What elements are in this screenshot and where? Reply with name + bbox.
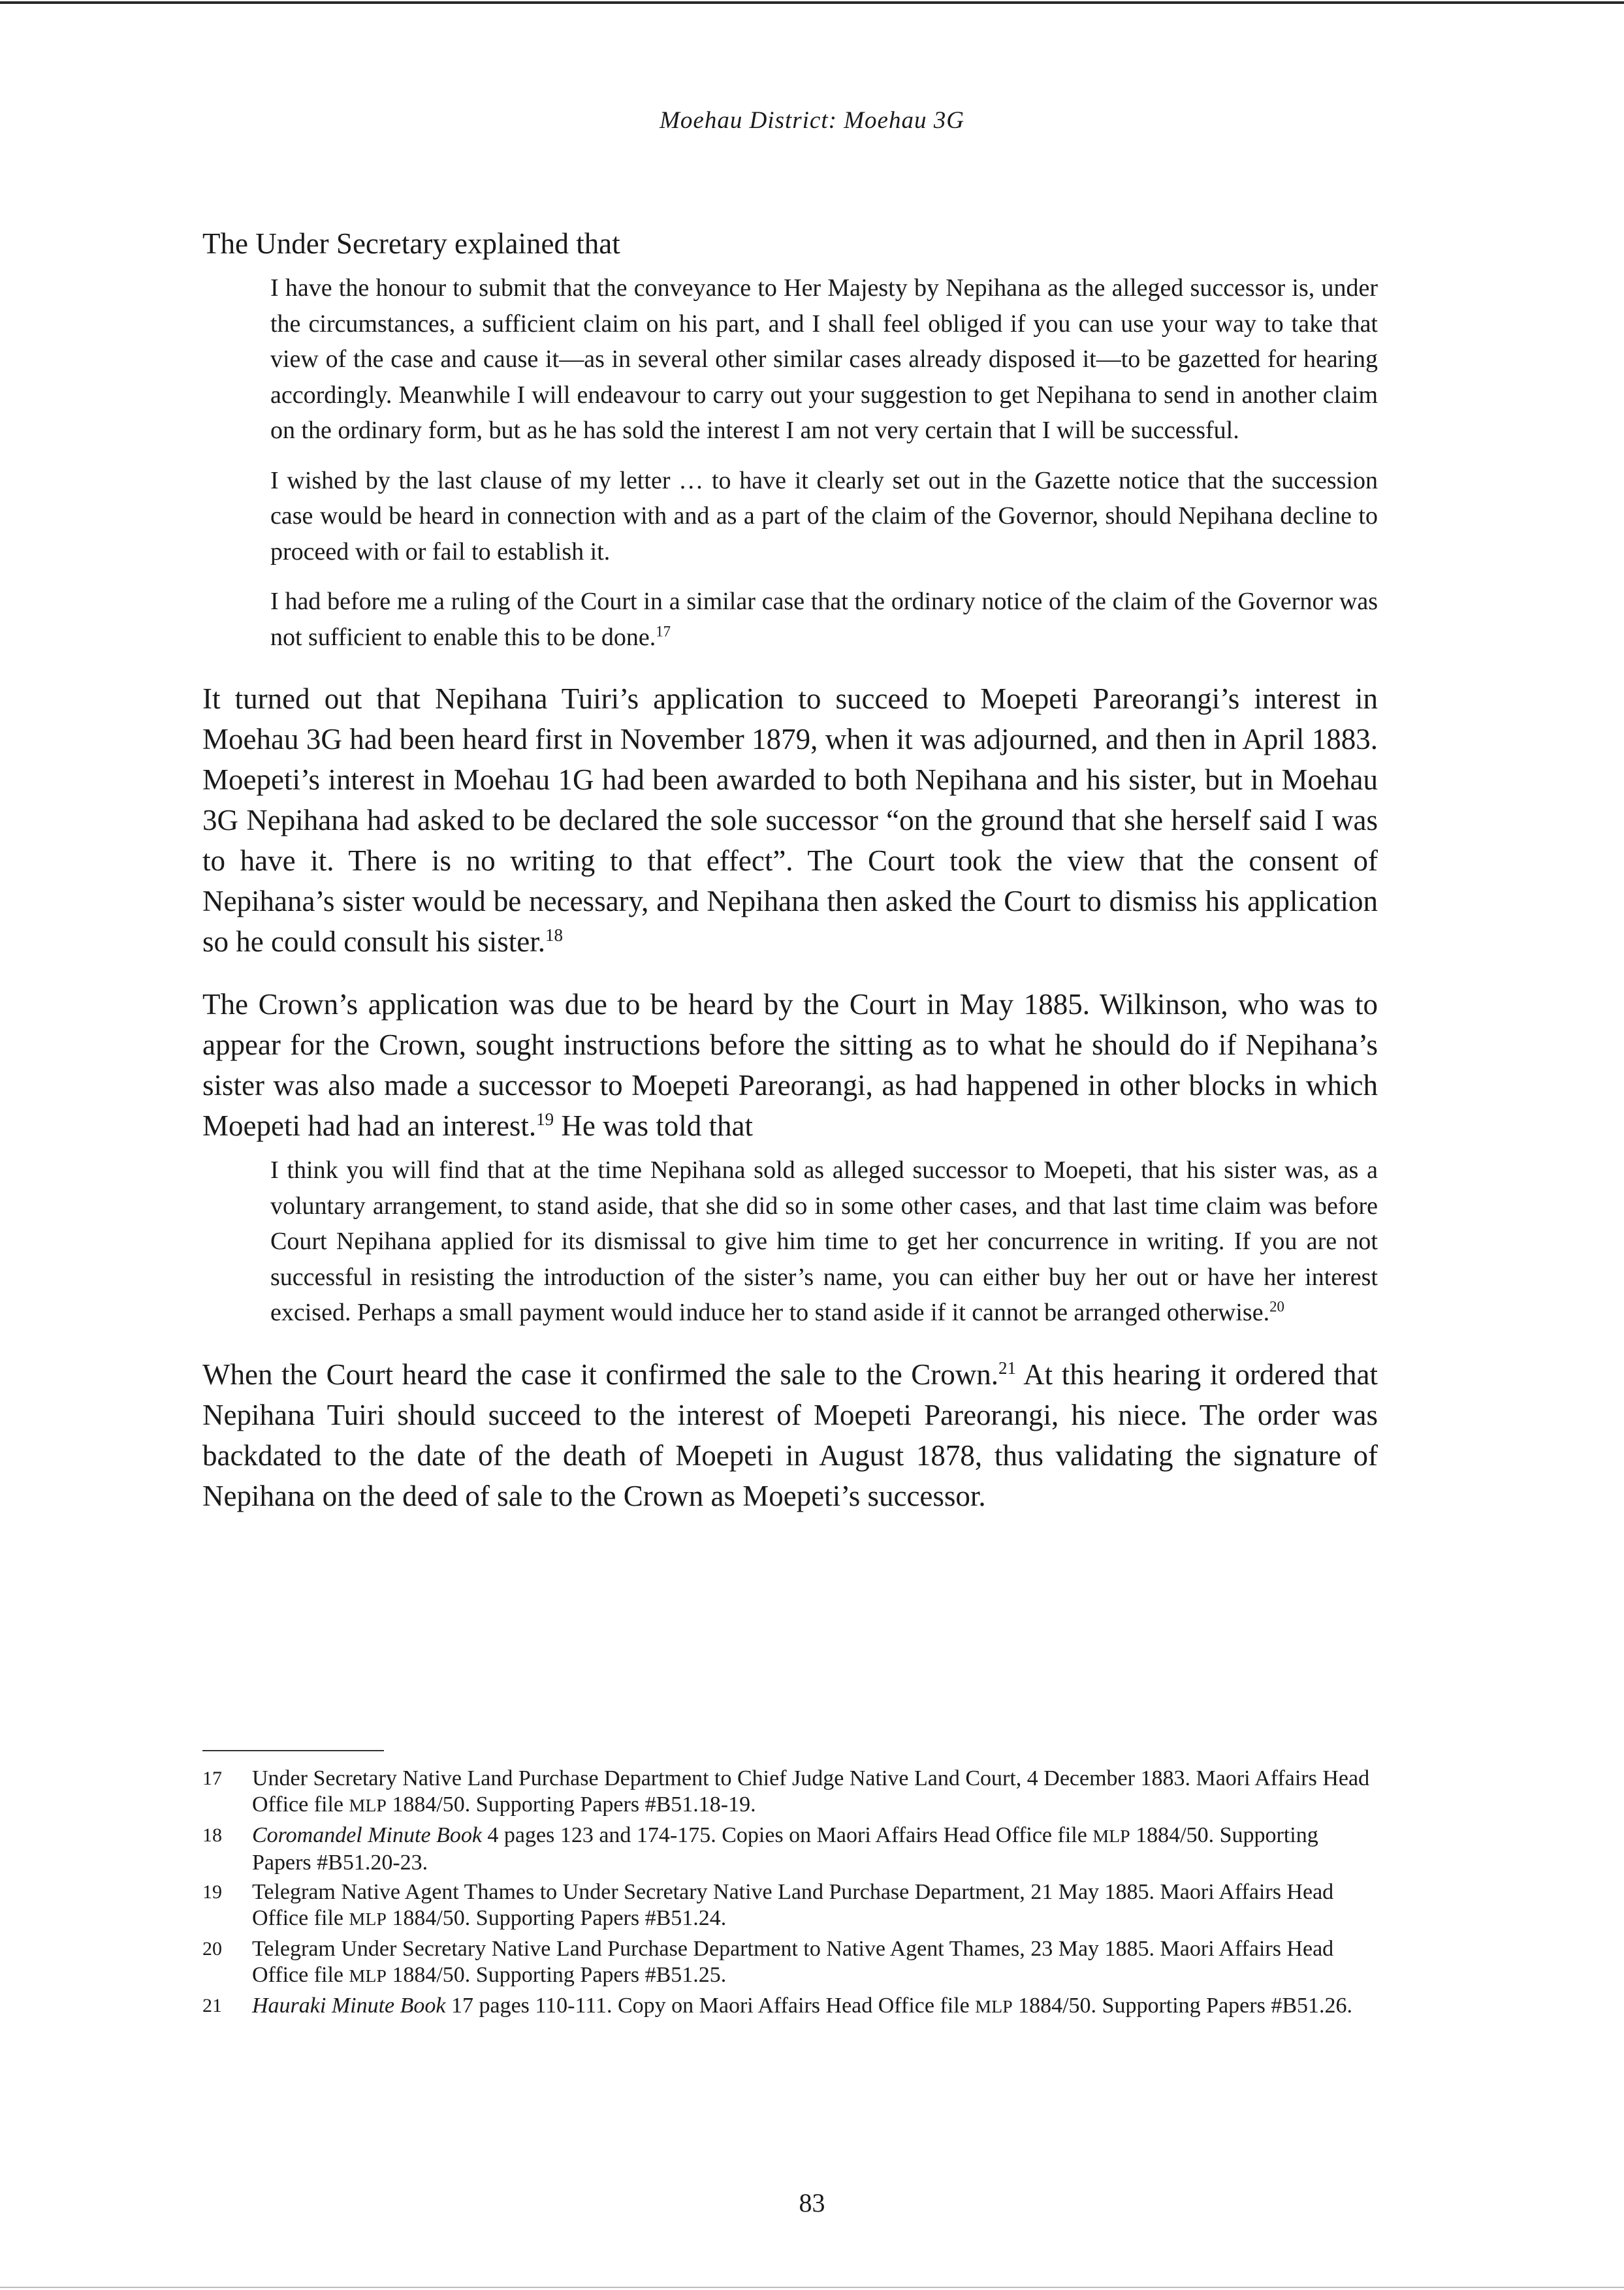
footnote-smallcaps: MLP (1092, 1826, 1130, 1847)
footnote-separator (202, 1750, 384, 1751)
paragraph-2 (202, 984, 1378, 1146)
paragraph-3 (202, 1354, 1378, 1516)
paragraph-1-text: It turned out that Nepihana Tuiri’s application to succeed to Moepeti Pareorangi’s interest in Moehau 3G had been heard first in November 1879, when it was adjourned, and then in April 1883. Moepeti’s interest in Moehau 1G had been awarded to both Nepihana and his sister, but in Moehau 3G Nepihana had asked to be declared the sole successor “on the ground that she herself said I was to have it. There is no writing to that effect”. The Court took the view that the consent of Nepihana’s sister would be necessary, and Nepihana then asked the Court to dismiss his application so he could consult his sister. (202, 682, 1378, 958)
footnote-text (252, 1936, 1378, 1990)
footnote-20 (202, 1936, 1378, 1990)
footnote-post: 1884/50. Supporting Papers #B51.24. (386, 1906, 727, 1930)
footnote-pre: Telegram Native Agent Thames to Under Secretary Native Land Purchase Department, 21 May 1885. Maori Affairs Head Office file (252, 1880, 1334, 1930)
footnotes (202, 1766, 1378, 2024)
running-header: Moehau District: Moehau 3G (660, 107, 964, 134)
quote1-paragraph-3 (270, 584, 1378, 655)
footnote-17 (202, 1766, 1378, 1819)
footnote-smallcaps: MLP (349, 1909, 387, 1930)
quote2-paragraph (270, 1153, 1378, 1331)
footnote-ref-20: 20 (1269, 1298, 1284, 1315)
footnote-ref-17: 17 (656, 622, 671, 639)
quote2-text: I think you will find that at the time Nepihana sold as alleged successor to Moepeti, that his sister was, as a voluntary arrangement, to stand aside, that she did so in some other cases, and that last time claim was before Court Nepihana applied for its dismissal to give him time to get her concurrence in writing. If you are not successful in resisting the introduction of the sister’s name, you can either buy her out or have her interest excised. Perhaps a small payment would induce her to stand aside if it cannot be arranged otherwise. (270, 1156, 1378, 1326)
footnote-smallcaps: MLP (349, 1966, 387, 1986)
footnote-text (252, 1822, 1378, 1876)
footnote-21 (202, 1993, 1378, 2020)
footnote-text (252, 1993, 1378, 2020)
quote1-paragraph-1: I have the honour to submit that the conveyance to Her Majesty by Nepihana as the alleged successor is, under the circumstances, a sufficient claim on his part, and I shall feel obliged if you can use your way to take that view of the case and cause it—as in several other similar cases already disposed it—to be gazetted for hearing accordingly. Meanwhile I will endeavour to carry out your suggestion to get Nepihana to send in another claim on the ordinary form, but as he has sold the interest I am not very certain that I will be successful. (270, 274, 1378, 444)
footnote-ref-18: 18 (545, 925, 563, 945)
footnote-italic: Hauraki Minute Book (252, 1994, 446, 2018)
footnote-text (252, 1879, 1378, 1933)
paragraph-2-text-b: He was told that (554, 1109, 754, 1142)
footnote-number: 17 (202, 1768, 222, 1789)
footnote-number: 18 (202, 1824, 222, 1846)
footnote-smallcaps: MLP (975, 1997, 1013, 2017)
paragraph-3-text-b: At this hearing it ordered that Nepihana Tuiri should succeed to the interest of Moepeti Pareorangi, his niece. The order was backdated to the date of the death of Moepeti in August 1878, thus validating the signature of Nepihana on the deed of sale to the Crown as Moepeti’s successor. (202, 1358, 1378, 1512)
footnote-number: 21 (202, 1995, 222, 2016)
top-edge-rule (0, 1, 1624, 4)
footnote-pre: 4 pages 123 and 174-175. Copies on Maori Affairs Head Office file (481, 1823, 1093, 1847)
footnote-text (252, 1766, 1378, 1819)
intro-line: The Under Secretary explained that (202, 227, 620, 260)
paragraph-1 (202, 678, 1378, 962)
footnote-ref-19: 19 (536, 1109, 554, 1129)
footnote-post: 1884/50. Supporting Papers #B51.26. (1012, 1994, 1353, 2018)
footnote-18 (202, 1822, 1378, 1876)
paragraph-2-text-a: The Crown’s application was due to be heard by the Court in May 1885. Wilkinson, who was to appear for the Crown, sought instructions before the sitting as to what he should do if Nepihana’s sister was also made a successor to Moepeti Pareorangi, as had happened in other blocks in which Moepeti had had an interest. (202, 988, 1378, 1142)
page-number: 83 (799, 2188, 825, 2218)
quote1-paragraph-3-text: I had before me a ruling of the Court in a similar case that the ordinary notice of the claim of the Governor was not sufficient to enable this to be done. (270, 588, 1378, 651)
bottom-edge-rule (0, 2287, 1624, 2288)
footnote-pre: Under Secretary Native Land Purchase Department to Chief Judge Native Land Court, 4 December 1883. Maori Affairs Head Office file (252, 1766, 1370, 1817)
footnote-number: 20 (202, 1938, 222, 1960)
footnote-post: 1884/50. Supporting Papers #B51.18-19. (386, 1792, 756, 1817)
footnote-ref-21: 21 (998, 1358, 1017, 1378)
footnote-italic: Coromandel Minute Book (252, 1823, 482, 1847)
footnote-smallcaps: MLP (349, 1796, 387, 1816)
footnote-19 (202, 1879, 1378, 1933)
quote1-paragraph-2: I wished by the last clause of my letter … to have it clearly set out in the Gazette notice that the succession case would be heard in connection with and as a part of the claim of the Governor, should Nepihana decline to proceed with or fail to establish it. (270, 466, 1378, 565)
paragraph-3-text-a: When the Court heard the case it confirmed the sale to the Crown. (202, 1358, 999, 1391)
main-text (202, 223, 1378, 1538)
footnote-post: 1884/50. Supporting Papers #B51.20-23. (252, 1823, 1318, 1875)
footnote-pre: 17 pages 110-111. Copy on Maori Affairs Head Office file (445, 1994, 976, 2018)
footnote-pre: Telegram Under Secretary Native Land Purchase Department to Native Agent Thames, 23 May 1885. Maori Affairs Head Office file (252, 1937, 1334, 1987)
footnote-post: 1884/50. Supporting Papers #B51.25. (386, 1963, 727, 1987)
block-quote-2 (270, 1153, 1378, 1331)
block-quote-1 (270, 270, 1378, 655)
footnote-number: 19 (202, 1881, 222, 1903)
